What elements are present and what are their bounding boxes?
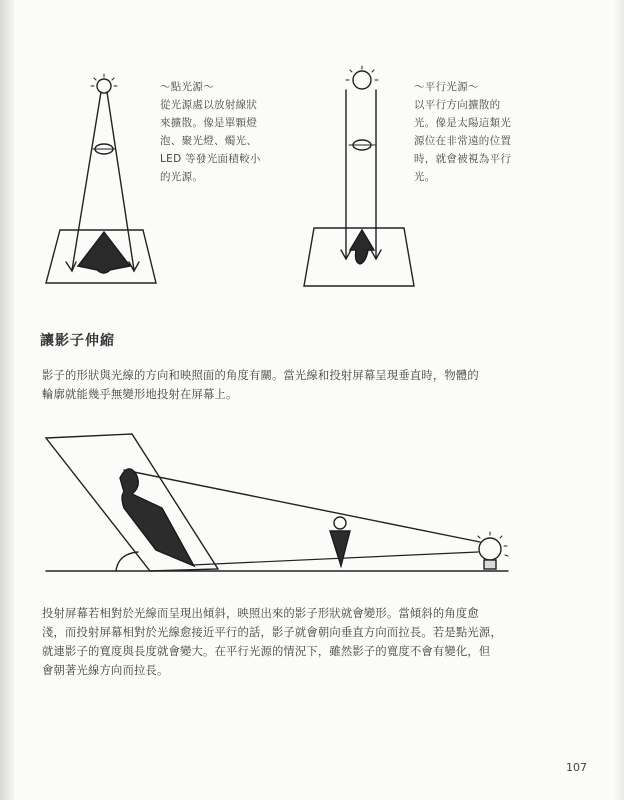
- body-line: 淺，而投射屏幕相對於光線愈接近平行的話，影子就會朝向垂直方向而拉長。若是點光源，: [42, 626, 502, 639]
- sun-rays: [346, 66, 378, 80]
- body-line: 就連影子的寬度與長度就會變大。在平行光源的情況下，雖然影子的寬度不會有變化，但: [42, 645, 491, 658]
- tilted-screen-diagram: [46, 434, 508, 571]
- elongated-shadow: [120, 469, 194, 566]
- point-light-line: LED 等發光面積較小: [160, 153, 261, 165]
- intro-line: 輪廓就能幾乎無變形地投射在屏幕上。: [42, 388, 238, 401]
- bulb-icon: [97, 79, 111, 93]
- light-ray: [192, 552, 478, 565]
- bulb-rays: [478, 532, 508, 556]
- parallel-light-line: 源位在非常遠的位置: [414, 135, 512, 147]
- point-light-title: ～點光源～: [160, 81, 214, 93]
- bulb-icon: [479, 538, 501, 560]
- screen-support: [116, 552, 138, 571]
- object-ball: [334, 517, 346, 529]
- point-light-diagram: [46, 74, 156, 283]
- point-light-line: 來擴散。像是單顆燈: [160, 117, 258, 129]
- shadow: [350, 230, 374, 264]
- object-cone: [330, 531, 350, 566]
- intro-line: 影子的形狀與光線的方向和映照面的角度有關。當光線和投射屏幕呈現垂直時，物體的: [42, 369, 479, 382]
- section-title: 讓影子伸縮: [40, 333, 115, 349]
- parallel-light-caption: [414, 78, 511, 186]
- point-light-line: 泡、聚光燈、燭光、: [160, 135, 258, 147]
- intro-paragraph: [42, 366, 479, 404]
- arrowhead: [66, 262, 76, 271]
- point-light-caption: [160, 78, 261, 186]
- body-line: 會朝著光線方向而拉長。: [42, 664, 169, 677]
- point-light-line: 的光源。: [160, 171, 204, 183]
- bulb-base: [484, 560, 496, 569]
- shadow: [78, 232, 130, 273]
- parallel-light-diagram: [304, 66, 414, 286]
- parallel-light-line: 以平行方向擴散的: [414, 99, 501, 111]
- point-light-line: 從光源處以放射線狀: [160, 99, 258, 111]
- parallel-light-line: 光。: [414, 171, 436, 183]
- body-paragraph: [42, 604, 502, 680]
- parallel-light-line: 時，就會被視為平行: [414, 153, 512, 165]
- parallel-light-title: ～平行光源～: [414, 81, 479, 93]
- page-number: 107: [566, 761, 587, 774]
- body-line: 投射屏幕若相對於光線而呈現出傾斜，映照出來的影子形狀就會變形。當傾斜的角度愈: [42, 607, 479, 620]
- sun-icon: [353, 71, 371, 89]
- bulb-rays: [91, 74, 117, 86]
- parallel-light-line: 光。像是太陽這類光: [414, 117, 512, 129]
